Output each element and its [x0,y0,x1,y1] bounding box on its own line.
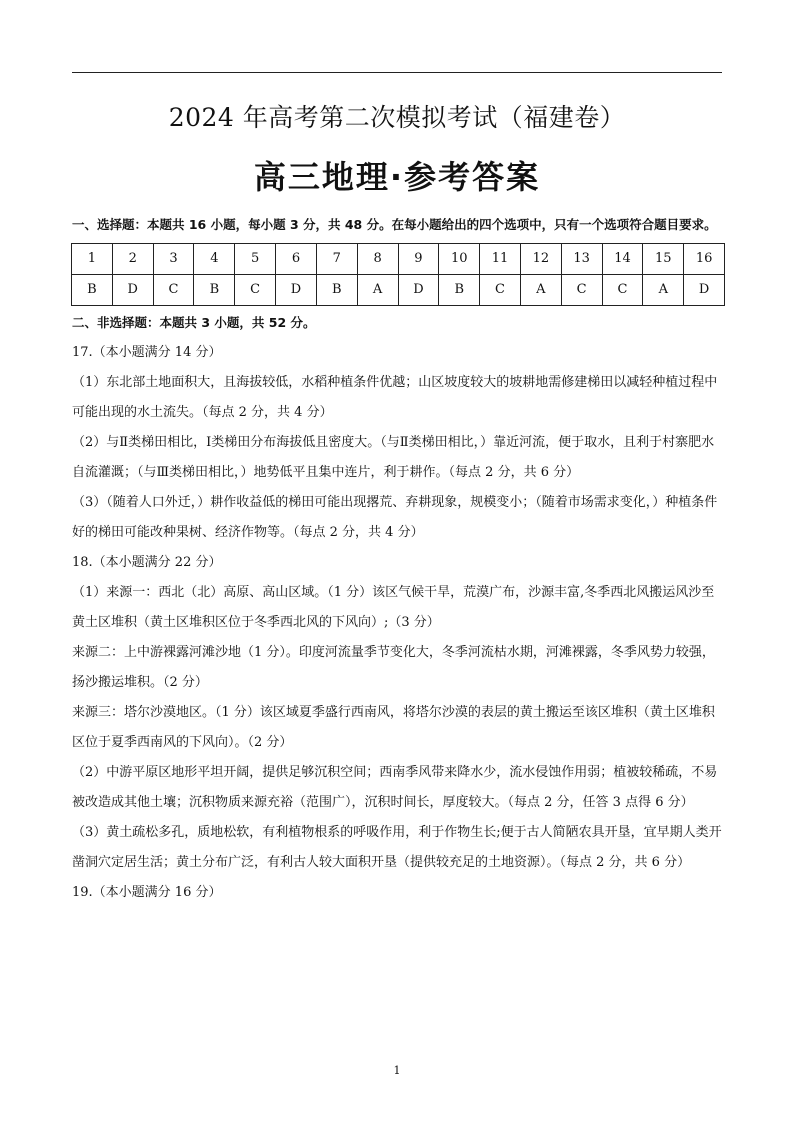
document-body [72,210,724,908]
question-number: 15 [643,244,684,275]
question-number: 13 [561,244,602,275]
question-number: 11 [480,244,521,275]
question-number: 12 [520,244,561,275]
question-18-source-3: 来源三：塔尔沙漠地区。（1 分）该区域夏季盛行西南风，将塔尔沙漠的表层的黄土搬运至该区堆积（黄土区堆积区位于夏季西南风的下风向）。（2 分） [72,705,715,750]
question-number: 5 [235,244,276,275]
question-18-title: 18.（本小题满分 22 分） [72,555,222,570]
answer-table [71,243,725,306]
answer-letter: B [72,275,113,306]
question-17-part-1: （1）东北部土地面积大，且海拔较低，水稻种植条件优越；山区坡度较大的坡耕地需修建梯田以减轻种植过程中可能出现的水土流失。（每点 2 分，共 4 分） [72,375,718,420]
question-number: 6 [276,244,317,275]
page-number: 1 [393,1064,401,1077]
question-number: 1 [72,244,113,275]
section-2-heading: 二、非选择题：本题共 3 小题，共 52 分。 [72,315,316,330]
question-18-part-1: （1）来源一：西北（北）高原、高山区域。（1 分）该区气候干旱，荒漠广布，沙源丰富,冬季西北风搬运风沙至黄土区堆积（黄土区堆积区位于冬季西北风的下风向）;（3 分） [72,585,715,630]
answer-letter: D [112,275,153,306]
question-number: 14 [602,244,643,275]
answer-row [72,275,725,306]
answer-letter: C [602,275,643,306]
question-17-title: 17.（本小题满分 14 分） [72,345,222,360]
question-number: 3 [153,244,194,275]
top-rule [72,72,722,73]
question-number: 8 [357,244,398,275]
question-18-part-2: （2）中游平原区地形平坦开阔，提供足够沉积空间；西南季风带来降水少，流水侵蚀作用弱；植被较稀疏，不易被改造成其他土壤；沉积物质来源充裕（范围广），沉积时间长，厚度较大。（每点 2 分，任答 3 点得 6 分） [72,765,718,810]
question-number: 10 [439,244,480,275]
question-19-title: 19.（本小题满分 16 分） [72,885,222,900]
answer-letter: D [684,275,725,306]
question-number: 16 [684,244,725,275]
section-1-heading: 一、选择题：本题共 16 小题，每小题 3 分，共 48 分。在每小题给出的四个选项中，只有一个选项符合题目要求。 [72,217,717,232]
answer-letter: C [235,275,276,306]
answer-letter: A [643,275,684,306]
question-number-row [72,244,725,275]
question-number: 7 [316,244,357,275]
answer-letter: C [480,275,521,306]
answer-letter: D [398,275,439,306]
question-17-part-2: （2）与Ⅱ类梯田相比，Ⅰ类梯田分布海拔低且密度大。（与Ⅱ类梯田相比，）靠近河流，便于取水，且利于村寨肥水自流灌溉；（与Ⅲ类梯田相比，）地势低平且集中连片，利于耕作。（每点 2 分，共 6 分） [72,435,715,480]
answer-letter: C [561,275,602,306]
answer-letter: A [357,275,398,306]
document-subtitle: 高三地理·参考答案 [253,158,541,196]
answer-letter: B [316,275,357,306]
question-18-source-2: 来源二：上中游裸露河滩沙地（1 分）。印度河流量季节变化大，冬季河流枯水期，河滩裸露，冬季风势力较强，扬沙搬运堆积。（2 分） [72,645,715,690]
answer-letter: B [194,275,235,306]
question-17-part-3: （3）（随着人口外迁，）耕作收益低的梯田可能出现撂荒、弃耕现象，规模变小；（随着市场需求变化，）种植条件好的梯田可能改种果树、经济作物等。（每点 2 分，共 4 分） [72,495,718,540]
answer-letter: A [520,275,561,306]
question-number: 4 [194,244,235,275]
question-number: 2 [112,244,153,275]
question-number: 9 [398,244,439,275]
exam-title: 2024 年高考第二次模拟考试（福建卷） [168,103,626,132]
question-18-part-3: （3）黄土疏松多孔，质地松软，有利植物根系的呼吸作用，利于作物生长;便于古人简陋农具开垦，宜早期人类开凿洞穴定居生活；黄土分布广泛，有利古人较大面积开垦（提供较充足的土地资源）。（每点 2 分，共 6 分） [72,825,722,870]
answer-letter: C [153,275,194,306]
answer-letter: B [439,275,480,306]
answer-letter: D [276,275,317,306]
